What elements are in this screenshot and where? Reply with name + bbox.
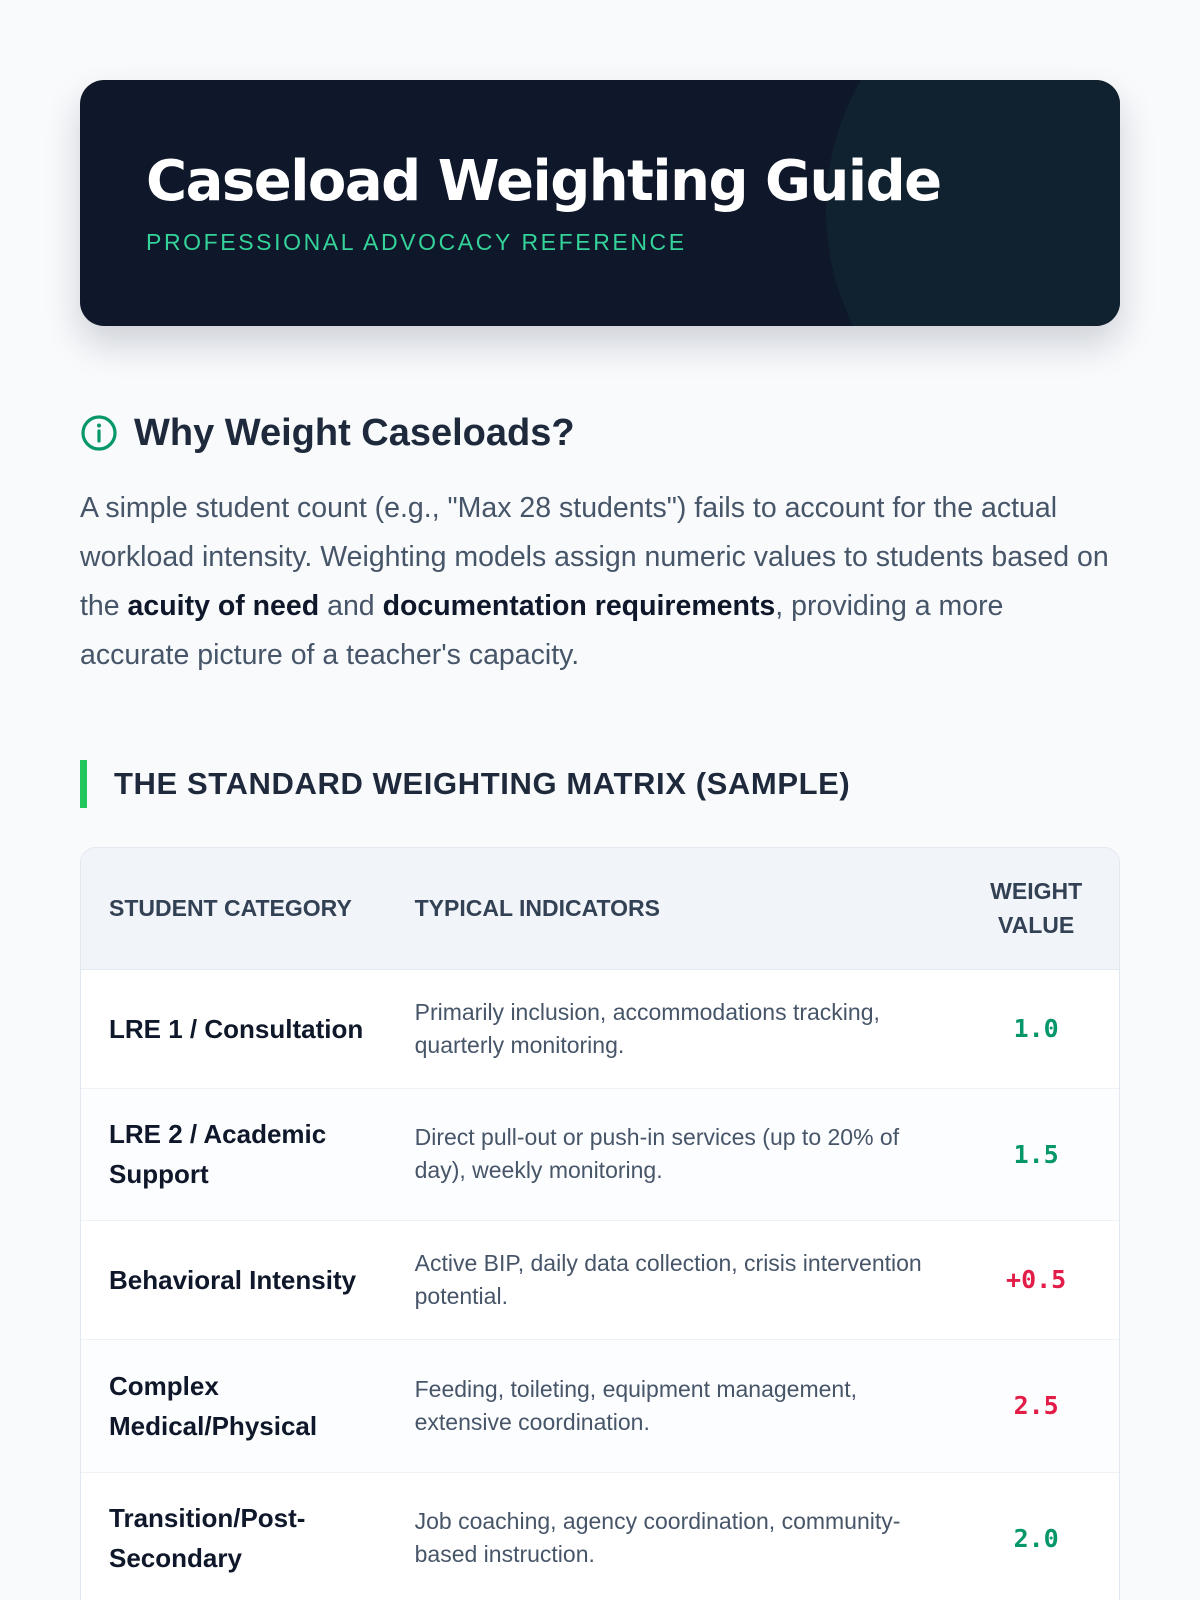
table-row — [81, 1220, 1119, 1339]
row-category: LRE 2 / Academic Support — [109, 1119, 327, 1189]
row-category: Transition/Post-Secondary — [109, 1503, 306, 1573]
row-category: LRE 1 / Consultation — [109, 1013, 364, 1044]
header-banner — [80, 80, 1120, 326]
why-body-bold-documentation: documentation requirements — [382, 590, 776, 622]
section-accent-bar — [80, 760, 87, 808]
matrix-heading — [80, 760, 1120, 808]
why-body — [80, 484, 1120, 680]
why-body-text-2: and — [319, 590, 383, 622]
page-subtitle: PROFESSIONAL ADVOCACY REFERENCE — [146, 229, 687, 255]
table-header-row — [81, 848, 1119, 969]
row-indicators: Feeding, toileting, equipment management, extensive coordination. — [414, 1375, 857, 1435]
table-row — [81, 1088, 1119, 1220]
row-indicators: Job coaching, agency coordination, community-based instruction. — [414, 1508, 901, 1567]
row-indicators: Primarily inclusion, accommodations tracking, quarterly monitoring. — [414, 998, 880, 1058]
table-row — [81, 1339, 1119, 1472]
row-weight: 2.5 — [1013, 1391, 1059, 1420]
why-body-text-3: , providing a more accurate picture of a teacher's capacity. — [80, 590, 1004, 671]
page-title: Caseload Weighting Guide — [146, 149, 941, 214]
row-weight: 1.5 — [1013, 1139, 1059, 1169]
table-row — [81, 969, 1119, 1088]
row-category: Complex Medical/Physical — [109, 1370, 318, 1441]
row-weight: 1.0 — [1013, 1014, 1059, 1043]
row-weight: 2.0 — [1013, 1523, 1059, 1553]
why-body-bold-acuity: acuity of need — [127, 590, 320, 622]
column-header-weight-line1: WEIGHT — [990, 878, 1083, 905]
column-header-category: STUDENT CATEGORY — [81, 848, 415, 969]
why-heading — [80, 412, 1120, 454]
column-header-indicators: TYPICAL INDICATORS — [415, 848, 954, 969]
column-header-weight — [953, 848, 1119, 969]
matrix-title: THE STANDARD WEIGHTING MATRIX (SAMPLE) — [114, 766, 851, 801]
weighting-matrix-table — [80, 847, 1120, 1600]
row-indicators: Direct pull-out or push-in services (up to 20% of day), weekly monitoring. — [414, 1124, 900, 1183]
row-weight: +0.5 — [1006, 1265, 1067, 1294]
why-title: Why Weight Caseloads? — [134, 412, 575, 454]
row-category: Behavioral Intensity — [109, 1264, 357, 1295]
row-indicators: Active BIP, daily data collection, crisis intervention potential. — [414, 1249, 922, 1309]
column-header-weight-line2: VALUE — [998, 912, 1075, 939]
table-row — [81, 1472, 1119, 1600]
info-icon — [80, 414, 118, 452]
why-body-text-1: A simple student count (e.g., "Max 28 students") fails to account for the actual workload intensity. Weighting models assign numeric values to students based on the — [80, 492, 1109, 622]
